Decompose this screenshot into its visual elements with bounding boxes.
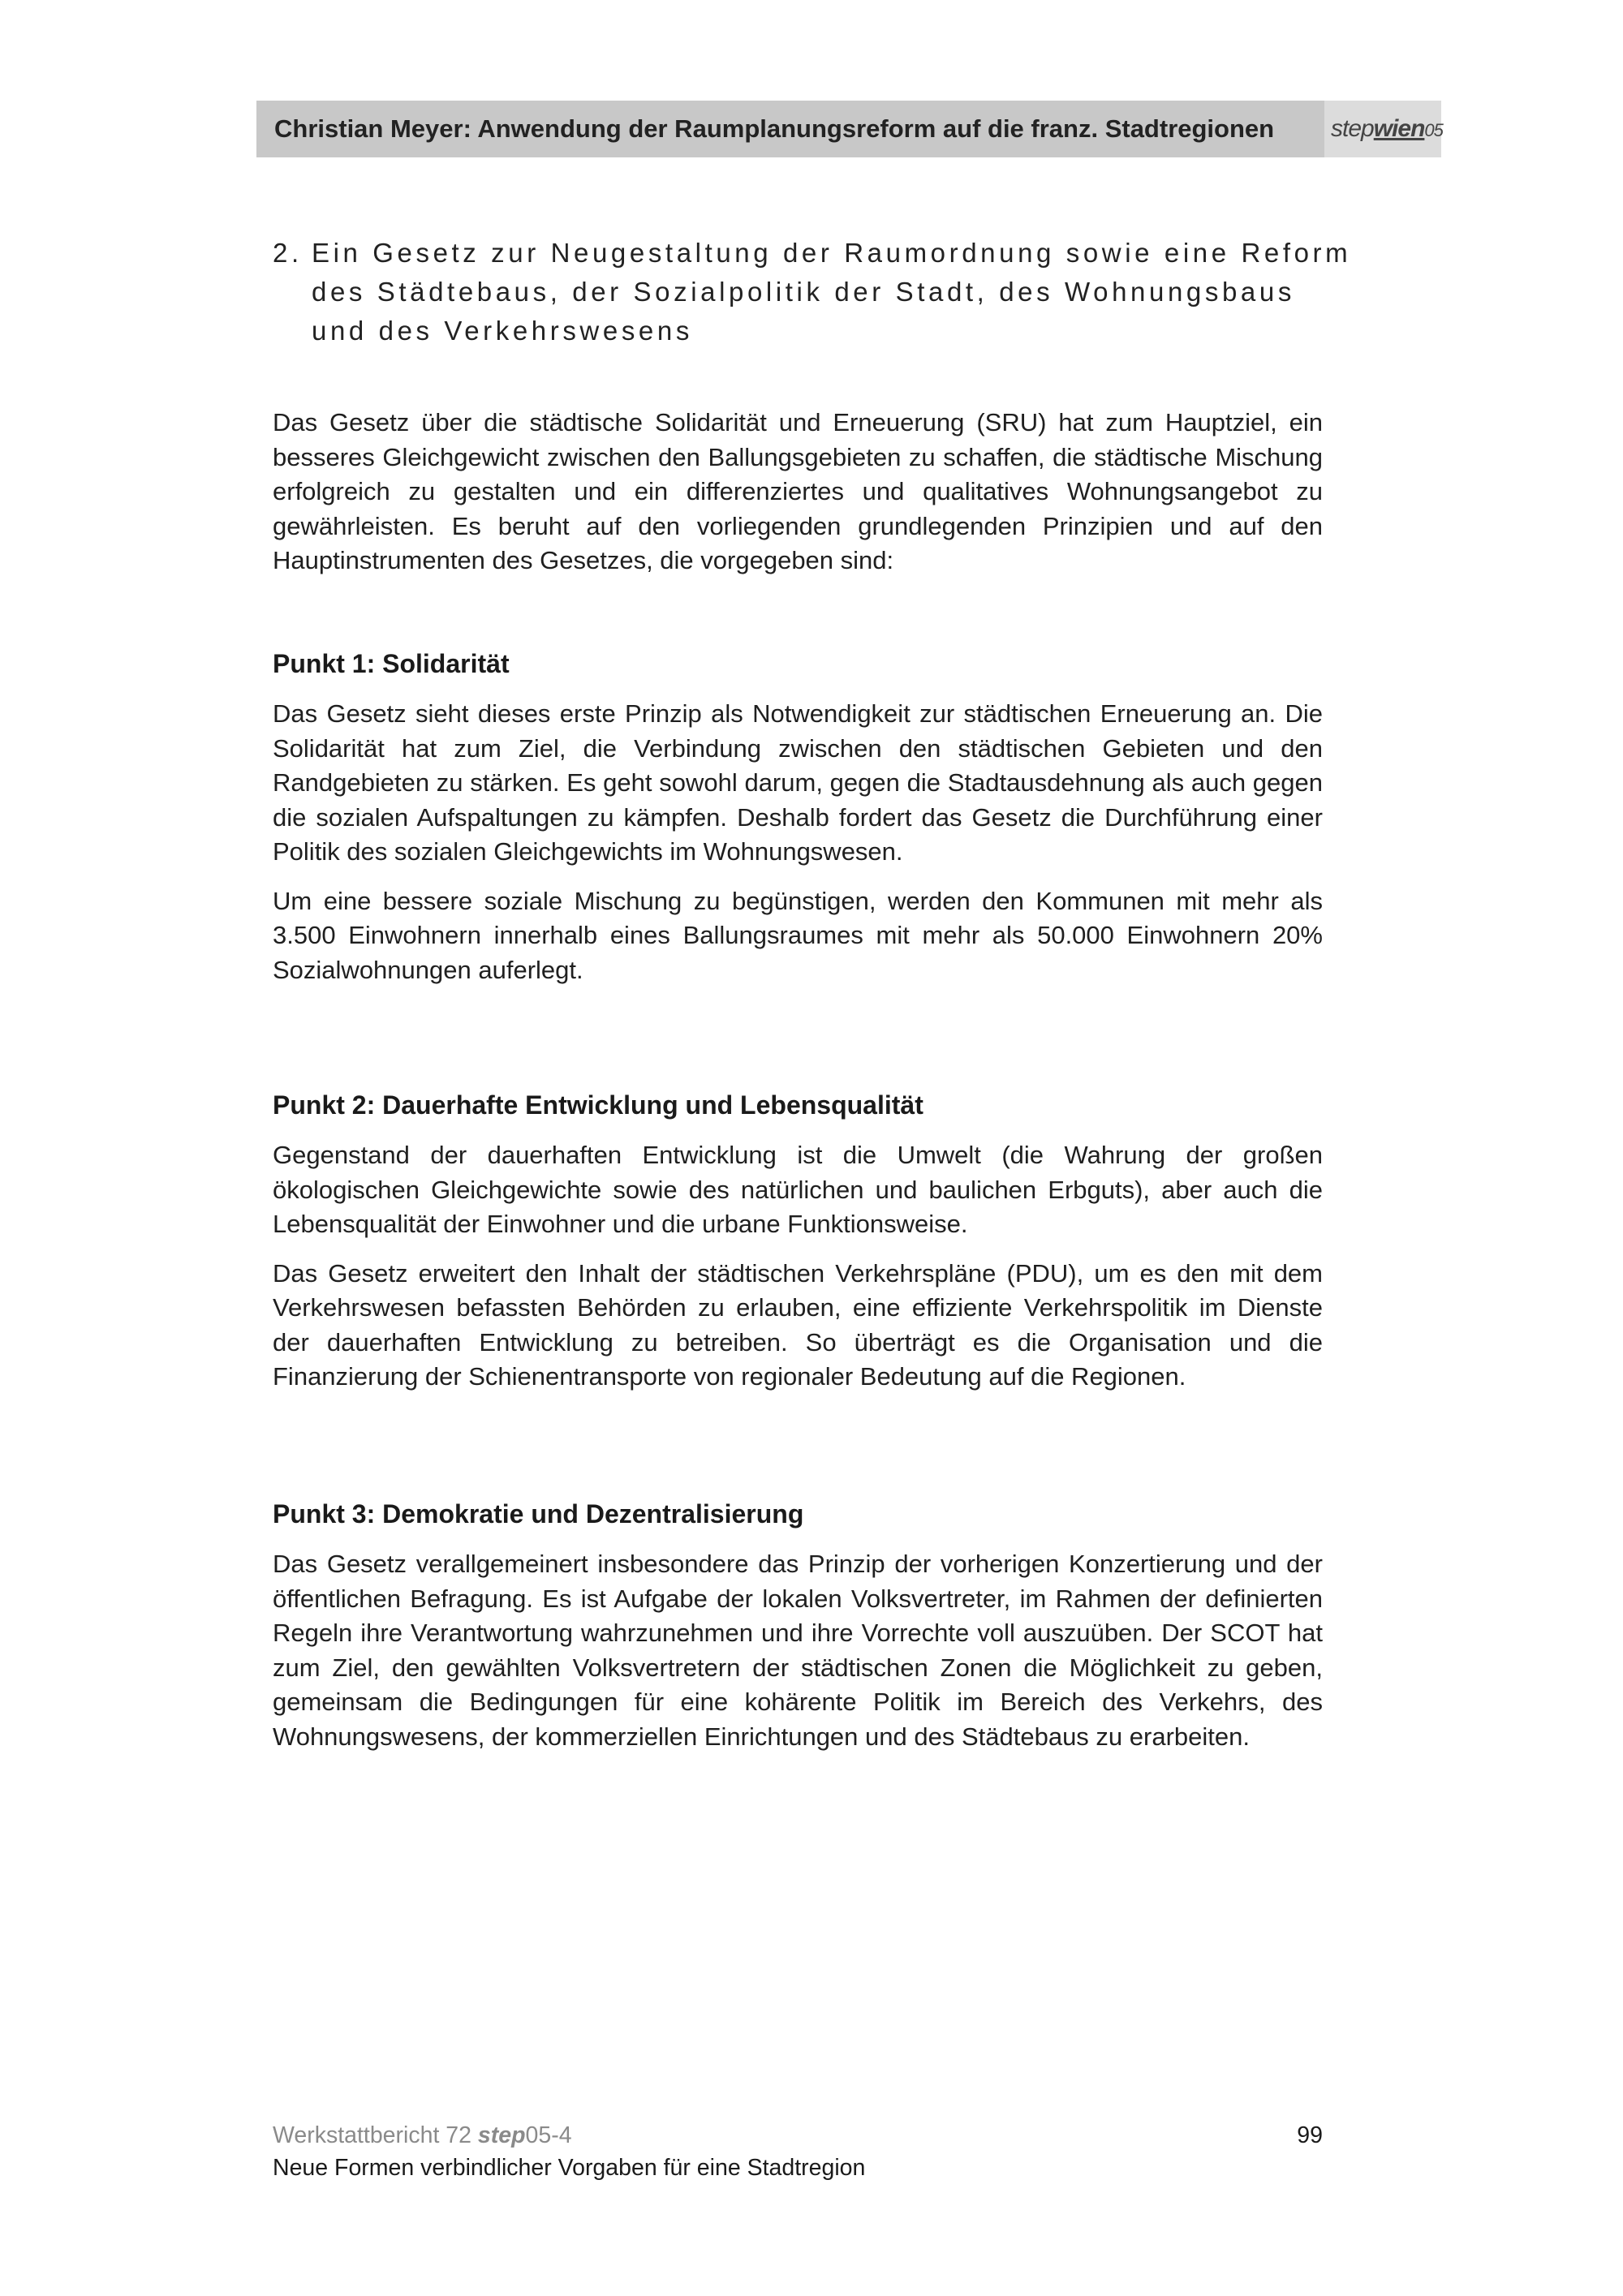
intro-paragraph: Das Gesetz über die städtische Solidarität und Erneuerung (SRU) hat zum Hauptziel, ein besseres Gleichgewicht zwischen den Ballungsgebieten zu schaffen, die städtische Mischung erfolgreich zu gestalten und ein differenziertes und qualitatives Wohnungsangebot zu gewährleisten. Es beruht auf den vorliegenden grundlegenden Prinzipien und auf den Hauptinstrumenten des Gesetzes, die vorgegeben sind:: [273, 408, 1323, 574]
logo-part-year: 05: [1424, 120, 1443, 140]
page-number: 99: [1297, 2122, 1323, 2148]
punkt-2-paragraph-2: Das Gesetz erweitert den Inhalt der städtischen Verkehrspläne (PDU), um es den mit dem Verkehrswesen befassten Behörden zu erlauben, eine effiziente Verkehrspolitik im Dienste der dauerhaften Entwicklung zu betreiben. So überträgt es die Organisation und die Finanzierung der Schienentransporte von regionaler Bedeutung auf die Regionen.: [273, 1258, 1323, 1391]
footer-report-step: step: [477, 2122, 526, 2148]
logo-part-wien: wien: [1373, 115, 1425, 142]
punkt-3-heading: Punkt 3: Demokratie und Dezentralisierung: [273, 1499, 804, 1529]
page-header: [256, 101, 1441, 157]
section-title-line3: und des Verkehrswesens: [312, 316, 693, 346]
punkt-1-section: [273, 647, 1323, 987]
punkt-2-section: [273, 1088, 1323, 1395]
footer-report-line: [273, 2119, 865, 2152]
punkt-1-paragraph-1: Das Gesetz sieht dieses erste Prinzip als Notwendigkeit zur städtischen Erneuerung an. Die Solidarität hat zum Ziel, die Verbindung zwischen den städtischen Gebieten und den Randgebieten zu stärken. Es geht sowohl darum, gegen die Stadtausdehnung als auch gegen die sozialen Aufspaltungen zu kämpfen. Deshalb fordert das Gesetz die Durchführung einer Politik des sozialen Gleichgewichts im Wohnungswesen.: [273, 699, 1323, 866]
punkt-3-section: [273, 1497, 1323, 1754]
logo-part-step: step: [1331, 115, 1374, 142]
footer-subtitle: Neue Formen verbindlicher Vorgaben für eine Stadtregion: [273, 2155, 866, 2181]
footer-report-prefix: Werkstattbericht 72: [273, 2122, 478, 2148]
punkt-3-paragraph-1: Das Gesetz verallgemeinert insbesondere das Prinzip der vorherigen Konzertierung und der öffentlichen Befragung. Es ist Aufgabe der lokalen Volksvertreter, im Rahmen der definierten Regeln ihre Verantwortung wahrzunehmen und ihre Vorrechte voll auszuüben. Der SCOT hat zum Ziel, den gewählten Volksvertretern der städtischen Zonen die Möglichkeit zu geben, gemeinsam die Bedingungen für eine kohärente Politik im Bereich des Verkehrs, des Wohnungswesens, der kommerziellen Einrichtungen und des Städtebaus zu erarbeiten.: [273, 1550, 1323, 1751]
footer-report-suffix: 05-4: [525, 2122, 572, 2148]
page-footer: [273, 2119, 865, 2184]
step-wien-logo: [1331, 115, 1443, 143]
header-title: Christian Meyer: Anwendung der Raumplanungsreform auf die franz. Stadtregionen: [274, 114, 1275, 143]
intro-block: [273, 406, 1323, 578]
punkt-1-paragraph-2: Um eine bessere soziale Mischung zu begünstigen, werden den Kommunen mit mehr als 3.500 Einwohnern innerhalb eines Ballungsraumes mit mehr als 50.000 Einwohnern 20% Sozialwohnungen auferlegt.: [273, 886, 1323, 984]
punkt-2-paragraph-1: Gegenstand der dauerhaften Entwicklung ist die Umwelt (die Wahrung der großen ökologischen Gleichgewichte sowie des natürlichen und baulichen Erbguts), aber auch die Lebensqualität der Einwohner und die urbane Funktionsweise.: [273, 1141, 1323, 1238]
section-heading: [273, 234, 1360, 350]
header-logo-box: [1324, 101, 1441, 157]
section-title-line2: des Städtebaus, der Sozialpolitik der Stadt, des Wohnungsbaus: [312, 277, 1295, 307]
punkt-2-heading: Punkt 2: Dauerhafte Entwicklung und Lebensqualität: [273, 1090, 923, 1120]
punkt-1-heading: Punkt 1: Solidarität: [273, 649, 510, 678]
section-title-line1: Ein Gesetz zur Neugestaltung der Raumordnung sowie eine Reform: [312, 238, 1352, 268]
section-number: 2.: [273, 238, 303, 268]
